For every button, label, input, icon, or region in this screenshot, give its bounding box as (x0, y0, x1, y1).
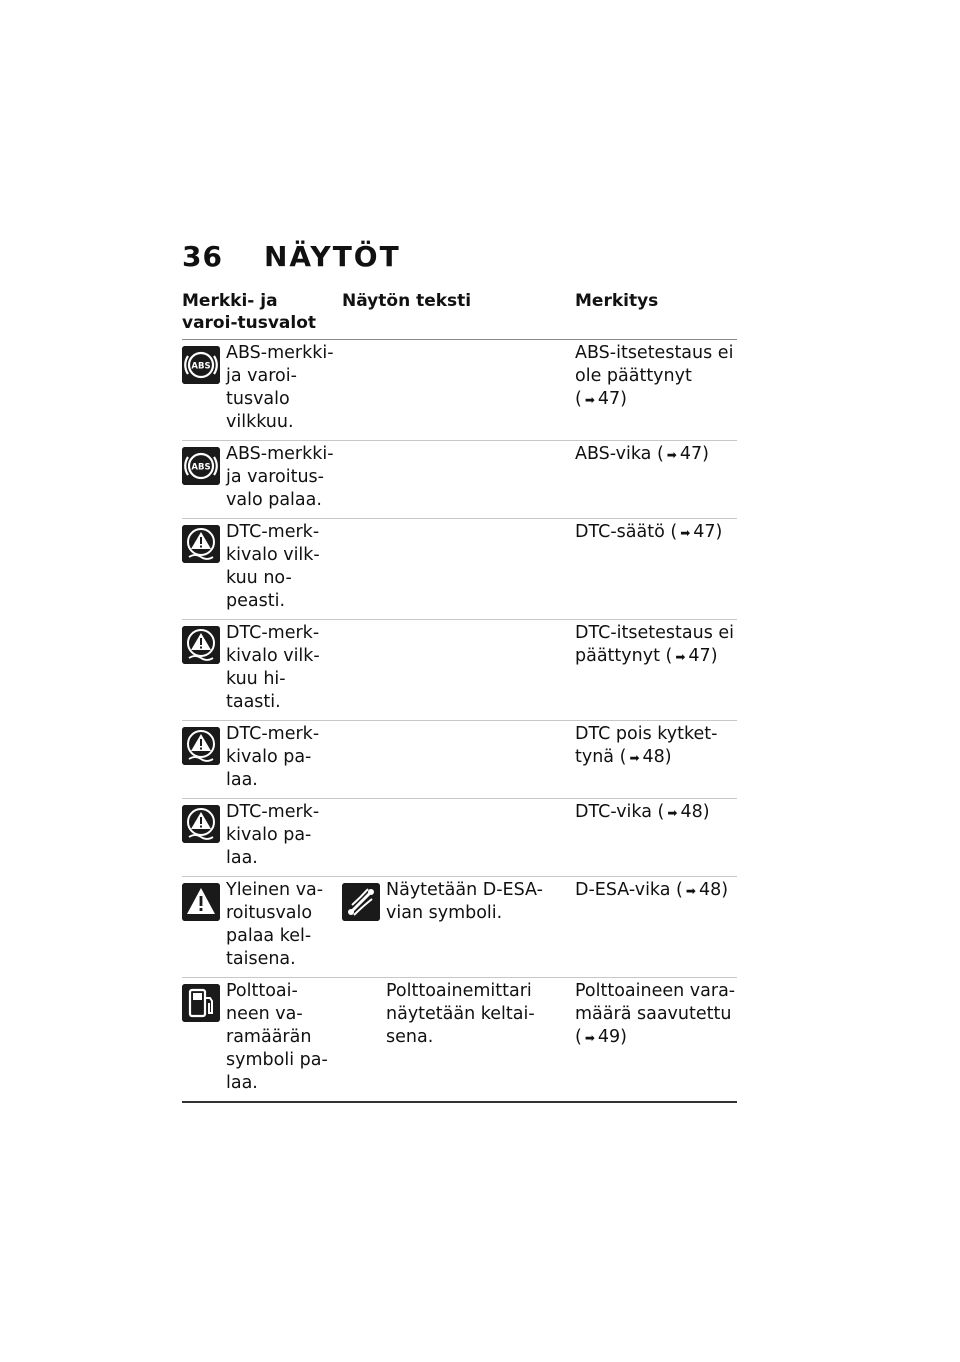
reference-arrow-icon: ➡ (666, 448, 677, 462)
table-row (182, 441, 737, 519)
reference-page-number: 48 (698, 880, 722, 900)
indicator-cell (182, 801, 342, 870)
page-reference[interactable]: ( ➡ 47) (575, 389, 627, 409)
abs-warning-icon (182, 346, 220, 384)
meaning-text: DTC pois kytket-tynä (575, 724, 718, 767)
header-display-text: Näytön teksti (342, 291, 472, 311)
reference-page-number: 48 (642, 747, 665, 767)
meaning-cell (575, 980, 737, 1095)
indicator-text: ABS-merkki- ja varoi-tusvalo vilkkuu. (226, 343, 334, 432)
reference-page-number: 48 (680, 802, 703, 822)
reference-arrow-icon: ➡ (584, 1031, 595, 1045)
indicator-text: DTC-merk-kivalo vilk-kuu hi-taasti. (226, 623, 320, 712)
display-text (386, 622, 575, 714)
dtc-warning-icon (182, 805, 220, 843)
table-row (182, 620, 737, 721)
meaning-cell (575, 801, 737, 870)
display-text: Polttoainemittari näytetään keltai-sena. (386, 981, 535, 1047)
display-text-cell (342, 622, 575, 714)
display-text-cell (342, 342, 575, 434)
reference-arrow-icon: ➡ (667, 806, 678, 820)
indicator-text: DTC-merk-kivalo pa-laa. (226, 724, 320, 790)
reference-page-number: 47 (597, 389, 621, 409)
fuel-reserve-icon (182, 984, 220, 1022)
svg-text:ABS: ABS (191, 462, 211, 473)
display-text-cell (342, 521, 575, 613)
indicator-cell (182, 342, 342, 434)
header-meaning: Merkitys (575, 291, 659, 311)
reference-arrow-icon: ➡ (629, 751, 640, 765)
meaning-text: ABS-vika (575, 444, 652, 464)
reference-arrow-icon: ➡ (675, 650, 686, 664)
indicator-table (182, 290, 737, 1103)
indicator-text: ABS-merkki- ja varoitus-valo palaa. (226, 444, 334, 510)
dtc-warning-icon (182, 525, 220, 563)
indicator-cell (182, 980, 342, 1095)
reference-page-number: 47 (688, 646, 711, 666)
desa-fault-icon (342, 883, 380, 921)
page-number: 36 (182, 240, 223, 273)
meaning-cell (575, 622, 737, 714)
meaning-text: DTC-säätö (575, 522, 665, 542)
svg-text:ABS: ABS (191, 361, 211, 372)
table-row (182, 340, 737, 441)
abs-warning-icon (182, 447, 220, 485)
reference-arrow-icon: ➡ (685, 884, 696, 898)
page-header (182, 240, 401, 273)
meaning-cell (575, 723, 737, 792)
page-reference[interactable]: ( ➡ 48) (651, 802, 710, 822)
display-text (386, 521, 575, 613)
display-text-cell (342, 980, 575, 1095)
reference-arrow-icon: ➡ (680, 526, 691, 540)
meaning-text: Polttoaineen vara-määrä saavutettu (575, 981, 736, 1024)
indicator-cell (182, 622, 342, 714)
table-row (182, 519, 737, 620)
display-text-cell (342, 723, 575, 792)
meaning-cell (575, 879, 737, 971)
display-text-cell (342, 879, 575, 971)
page-reference[interactable]: ( ➡ 47) (664, 522, 723, 542)
page-reference[interactable]: ( ➡ 49) (575, 1027, 627, 1047)
table-header (182, 290, 737, 340)
page-title: NÄYTÖT (264, 240, 401, 273)
page-reference[interactable]: ( ➡ 48) (670, 880, 729, 900)
reference-page-number: 49 (597, 1027, 621, 1047)
display-text: Näytetään D-ESA-vian symboli. (386, 880, 543, 923)
meaning-text: DTC-itsetestaus ei päättynyt (575, 623, 735, 666)
reference-arrow-icon: ➡ (584, 393, 595, 407)
table-row (182, 799, 737, 877)
reference-page-number: 47 (679, 444, 703, 464)
general-warning-icon (182, 883, 220, 921)
indicator-text: DTC-merk-kivalo pa-laa. (226, 802, 320, 868)
meaning-text: D-ESA-vika (575, 880, 671, 900)
indicator-cell (182, 521, 342, 613)
header-indicator: Merkki- ja varoi-tusvalot (182, 291, 317, 333)
dtc-warning-icon (182, 626, 220, 664)
meaning-text: ABS-itsetestaus ei ole päättynyt (575, 343, 734, 386)
page-reference[interactable]: ( ➡ 47) (659, 646, 718, 666)
table-row (182, 978, 737, 1103)
indicator-cell (182, 879, 342, 971)
display-text-cell (342, 801, 575, 870)
indicator-text: Yleinen va-roitusvalo palaa kel-taisena. (226, 880, 324, 969)
display-text (386, 801, 575, 870)
meaning-cell (575, 521, 737, 613)
display-text (386, 723, 575, 792)
page-reference[interactable]: ( ➡ 47) (651, 444, 709, 464)
reference-page-number: 47 (693, 522, 716, 542)
indicator-cell (182, 723, 342, 792)
meaning-cell (575, 443, 737, 512)
display-text (386, 342, 575, 434)
meaning-cell (575, 342, 737, 434)
meaning-text: DTC-vika (575, 802, 652, 822)
dtc-warning-icon (182, 727, 220, 765)
indicator-cell (182, 443, 342, 512)
table-row (182, 721, 737, 799)
indicator-text: Polttoai-neen va-ramäärän symboli pa-laa. (226, 981, 328, 1093)
table-row (182, 877, 737, 978)
indicator-text: DTC-merk-kivalo vilk-kuu no-peasti. (226, 522, 320, 611)
display-text (386, 443, 575, 512)
page-reference[interactable]: ( ➡ 48) (614, 747, 672, 767)
display-text-cell (342, 443, 575, 512)
